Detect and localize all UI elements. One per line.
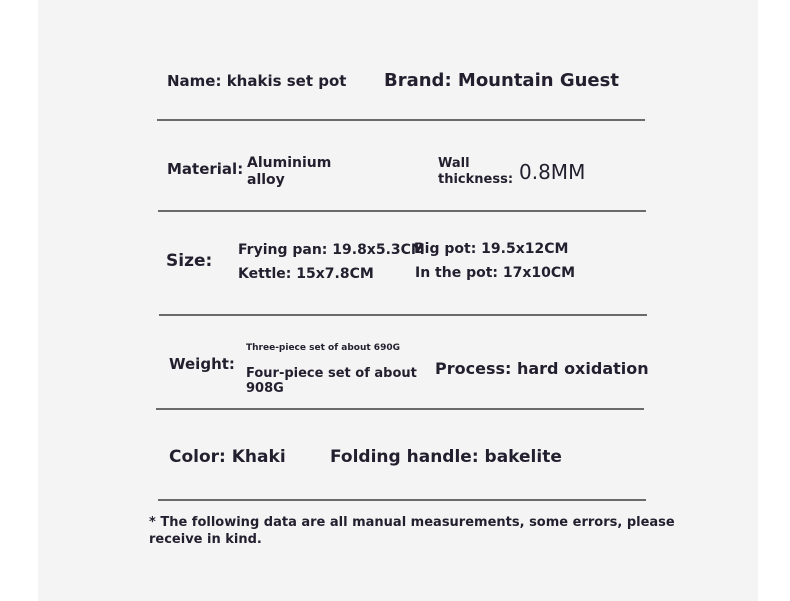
size-label: Size: [166,251,213,271]
size-frying-pan: Frying pan: 19.8x5.3CM [238,242,425,258]
wall-thickness-label-line2: thickness: [438,172,514,187]
weight-four-piece-line1: Four-piece set of about [246,366,417,381]
size-big-pot: Big pot: 19.5x12CM [414,241,569,257]
material-value-line2: alloy [247,172,285,188]
divider [157,119,645,121]
divider [156,408,644,410]
color: Color: Khaki [169,447,286,467]
product-name: Name: khakis set pot [167,72,347,90]
footnote-line1: * The following data are all manual measurements, some errors, please [149,515,675,530]
footnote-line2: receive in kind. [149,532,262,547]
wall-thickness-label-line1: Wall [438,156,470,171]
wall-thickness-value: 0.8MM [519,160,586,184]
weight-four-piece-line2: 908G [246,381,284,396]
folding-handle: Folding handle: bakelite [330,447,562,467]
divider [159,314,647,316]
weight-three-piece: Three-piece set of about 690G [246,343,400,353]
size-kettle: Kettle: 15x7.8CM [238,266,374,282]
material-value-line1: Aluminium [247,155,332,171]
product-brand: Brand: Mountain Guest [384,70,619,91]
process: Process: hard oxidation [435,359,649,378]
size-in-the-pot: In the pot: 17x10CM [415,265,576,281]
weight-label: Weight: [169,355,235,373]
divider [158,210,646,212]
divider [158,499,646,501]
material-label: Material: [167,160,244,178]
